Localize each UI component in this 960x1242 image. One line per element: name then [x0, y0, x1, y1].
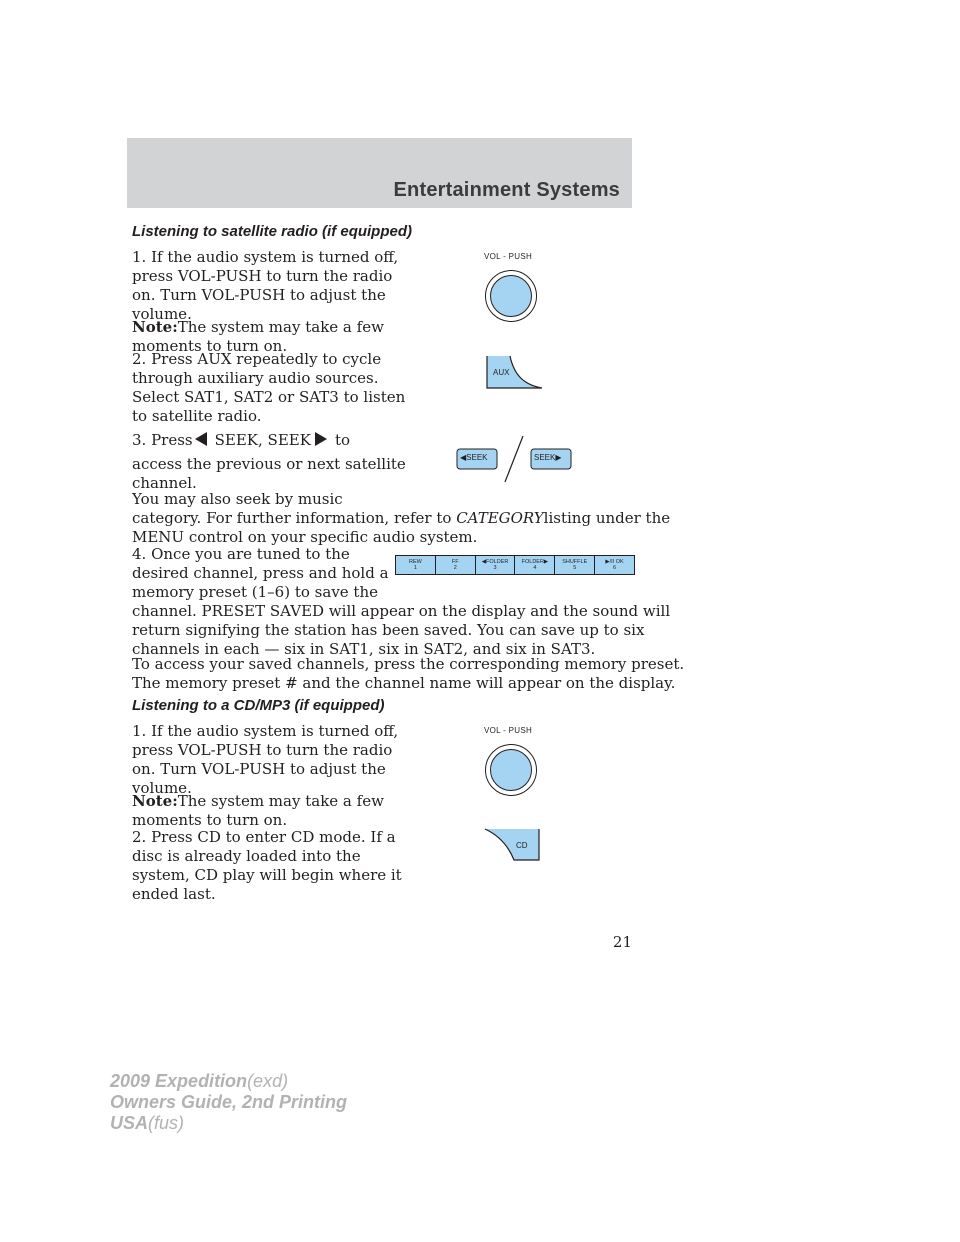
- vol-push-label: VOL - PUSH: [484, 252, 533, 261]
- seek-right-label: SEEK▶: [534, 453, 562, 462]
- vol-push-knob-cd-icon: [485, 744, 537, 796]
- sat-note: Note:The system may take a few moments to turn on.: [132, 318, 384, 355]
- preset-button-1: REW 1: [396, 556, 436, 574]
- sat-step-3: 3. Press SEEK, SEEK to access the previous or next satellite channel.: [132, 431, 406, 492]
- vol-push-label-cd: VOL - PUSH: [484, 726, 533, 735]
- preset-button-4: FOLDER▶ 4: [515, 556, 555, 574]
- cd-note: Note:The system may take a few moments to turn on.: [132, 792, 384, 829]
- section-title: Entertainment Systems: [393, 179, 620, 201]
- footer-print-info: 2009 Expedition(exd) Owners Guide, 2nd Printing USA(fus): [110, 1071, 348, 1133]
- seek-left-label: ◀SEEK: [460, 453, 488, 462]
- preset-button-5: SHUFFLE 5: [555, 556, 595, 574]
- sat-step-2: 2. Press AUX repeatedly to cycle through auxiliary audio sources. Select SAT1, SAT2 or SAT3 to listen to satellite radio.: [132, 350, 406, 425]
- cd-button-icon: [484, 827, 540, 861]
- sat-access-presets: To access your saved channels, press the corresponding memory preset. The memory preset # and the channel name will appear on the display.: [132, 655, 685, 692]
- preset-button-6: ▶/II OK 6: [605, 558, 624, 571]
- cd-step-2: 2. Press CD to enter CD mode. If a disc is already loaded into the system, CD play will begin where it ended last.: [132, 828, 402, 903]
- header-band: [127, 138, 632, 208]
- preset-button-3: ◀FOLDER 3: [476, 556, 516, 574]
- sat-step-4: 4. Once you are tuned to the desired channel, press and hold a memory preset (1–6) to save the channel. PRESET SAVED will appear on the display and the sound will return signifying the station has been saved. You can save up to six channels in each — six in SAT1, six in SAT2, and six in SAT3.: [132, 545, 671, 658]
- cd-button-label: CD: [516, 841, 528, 850]
- sat-step-1: 1. If the audio system is turned off, press VOL-PUSH to turn the radio on. Turn VOL-PUSH to adjust the volume.: [132, 248, 399, 323]
- preset-buttons-strip: [395, 555, 635, 575]
- seek-right-arrow-icon: [315, 432, 327, 446]
- seek-left-arrow-icon: [195, 432, 207, 446]
- cd-step-1: 1. If the audio system is turned off, press VOL-PUSH to turn the radio on. Turn VOL-PUSH to adjust the volume.: [132, 722, 399, 797]
- heading-cd-mp3: Listening to a CD/MP3 (if equipped): [132, 697, 385, 714]
- sat-seek-category: You may also seek by music category. For further information, refer to CATEGORYlisting under the MENU control on your specific audio system.: [132, 490, 671, 546]
- vol-push-knob-icon: [485, 270, 537, 322]
- heading-satellite-radio: Listening to satellite radio (if equipped): [132, 223, 413, 240]
- aux-button-label: AUX: [493, 368, 510, 377]
- preset-button-2: FF 2: [436, 556, 476, 574]
- page-number: 21: [612, 933, 632, 951]
